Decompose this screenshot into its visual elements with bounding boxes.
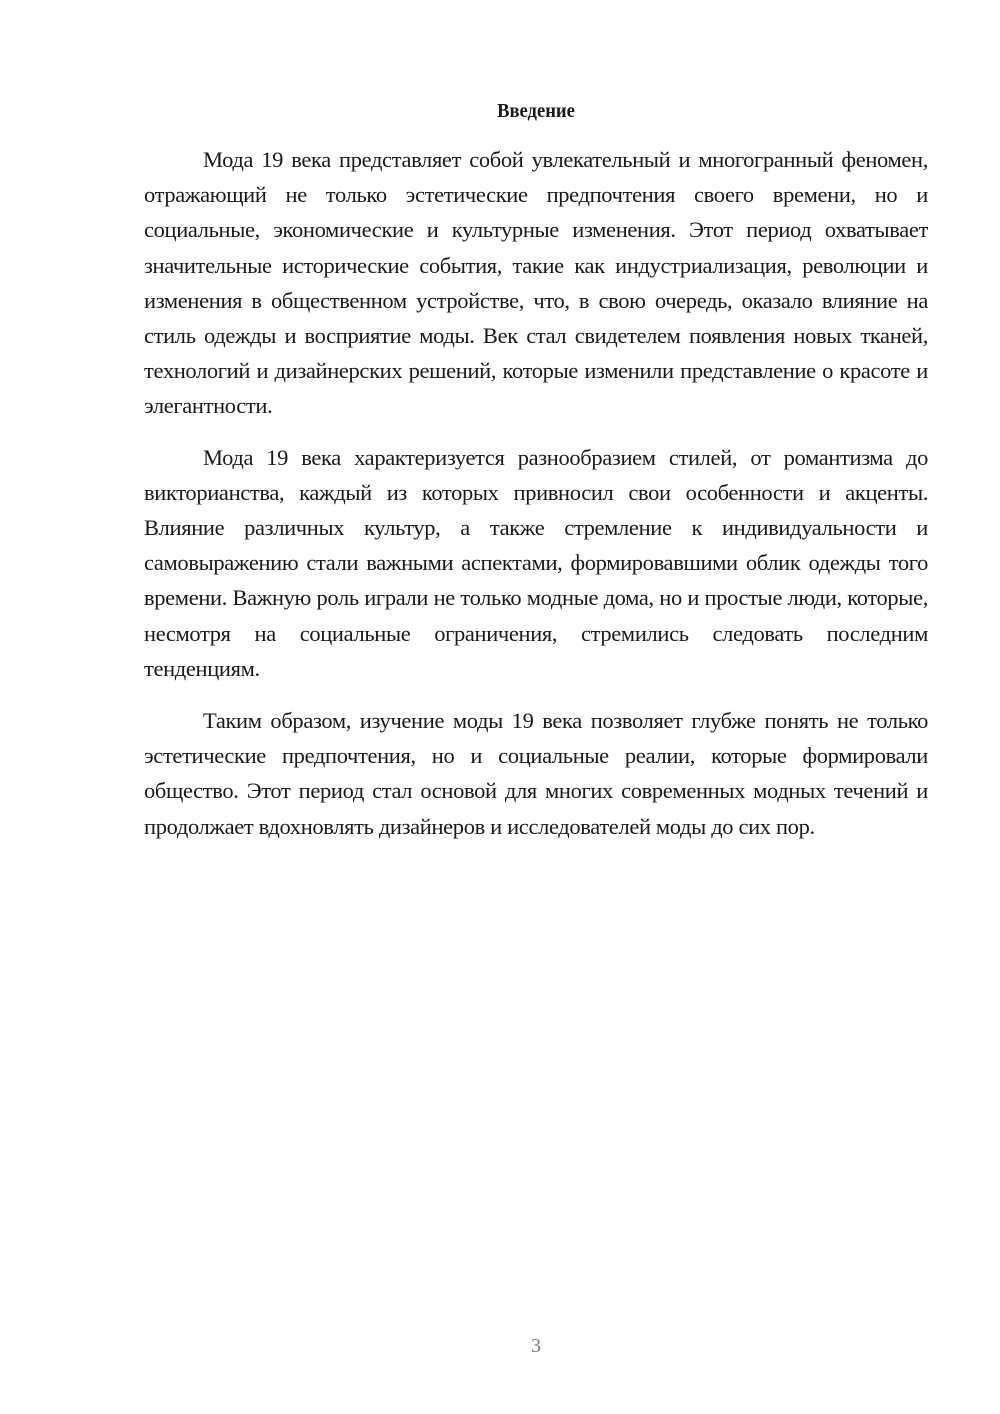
paragraph-2: Мода 19 века характеризуется разнообразием стилей, от романтизма до викторианства, каждый из которых привносил свои особенности и акценты. Влияние различных культур, а также стремление к индивидуальности и самовыражению стали важными аспектами, формировавшими облик одежды того времени. Важную роль играли не только модные дома, но и простые люди, которые, несмотря на социальные ограничения, стремились следовать последним тенденциям. [144, 444, 928, 681]
section-heading: Введение [497, 100, 575, 122]
page-number: 3 [531, 1335, 541, 1357]
body-text [144, 142, 928, 860]
paragraph-3: Таким образом, изучение моды 19 века позволяет глубже понять не только эстетические предпочтения, но и социальные реалии, которые формировали общество. Этот период стал основой для многих современных модных течений и продолжает вдохновлять дизайнеров и исследователей моды до сих пор. [144, 708, 928, 839]
paragraph-1: Мода 19 века представляет собой увлекательный и многогранный феномен, отражающий не только эстетические предпочтения своего времени, но и социальные, экономические и культурные изменения. Этот период охватывает значительные исторические события, такие как индустриализация, революции и изменения в общественном устройстве, что, в свою очередь, оказало влияние на стиль одежды и восприятие моды. Век стал свидетелем появления новых тканей, технологий и дизайнерских решений, которые изменили представление о красоте и элегантности. [144, 147, 928, 419]
